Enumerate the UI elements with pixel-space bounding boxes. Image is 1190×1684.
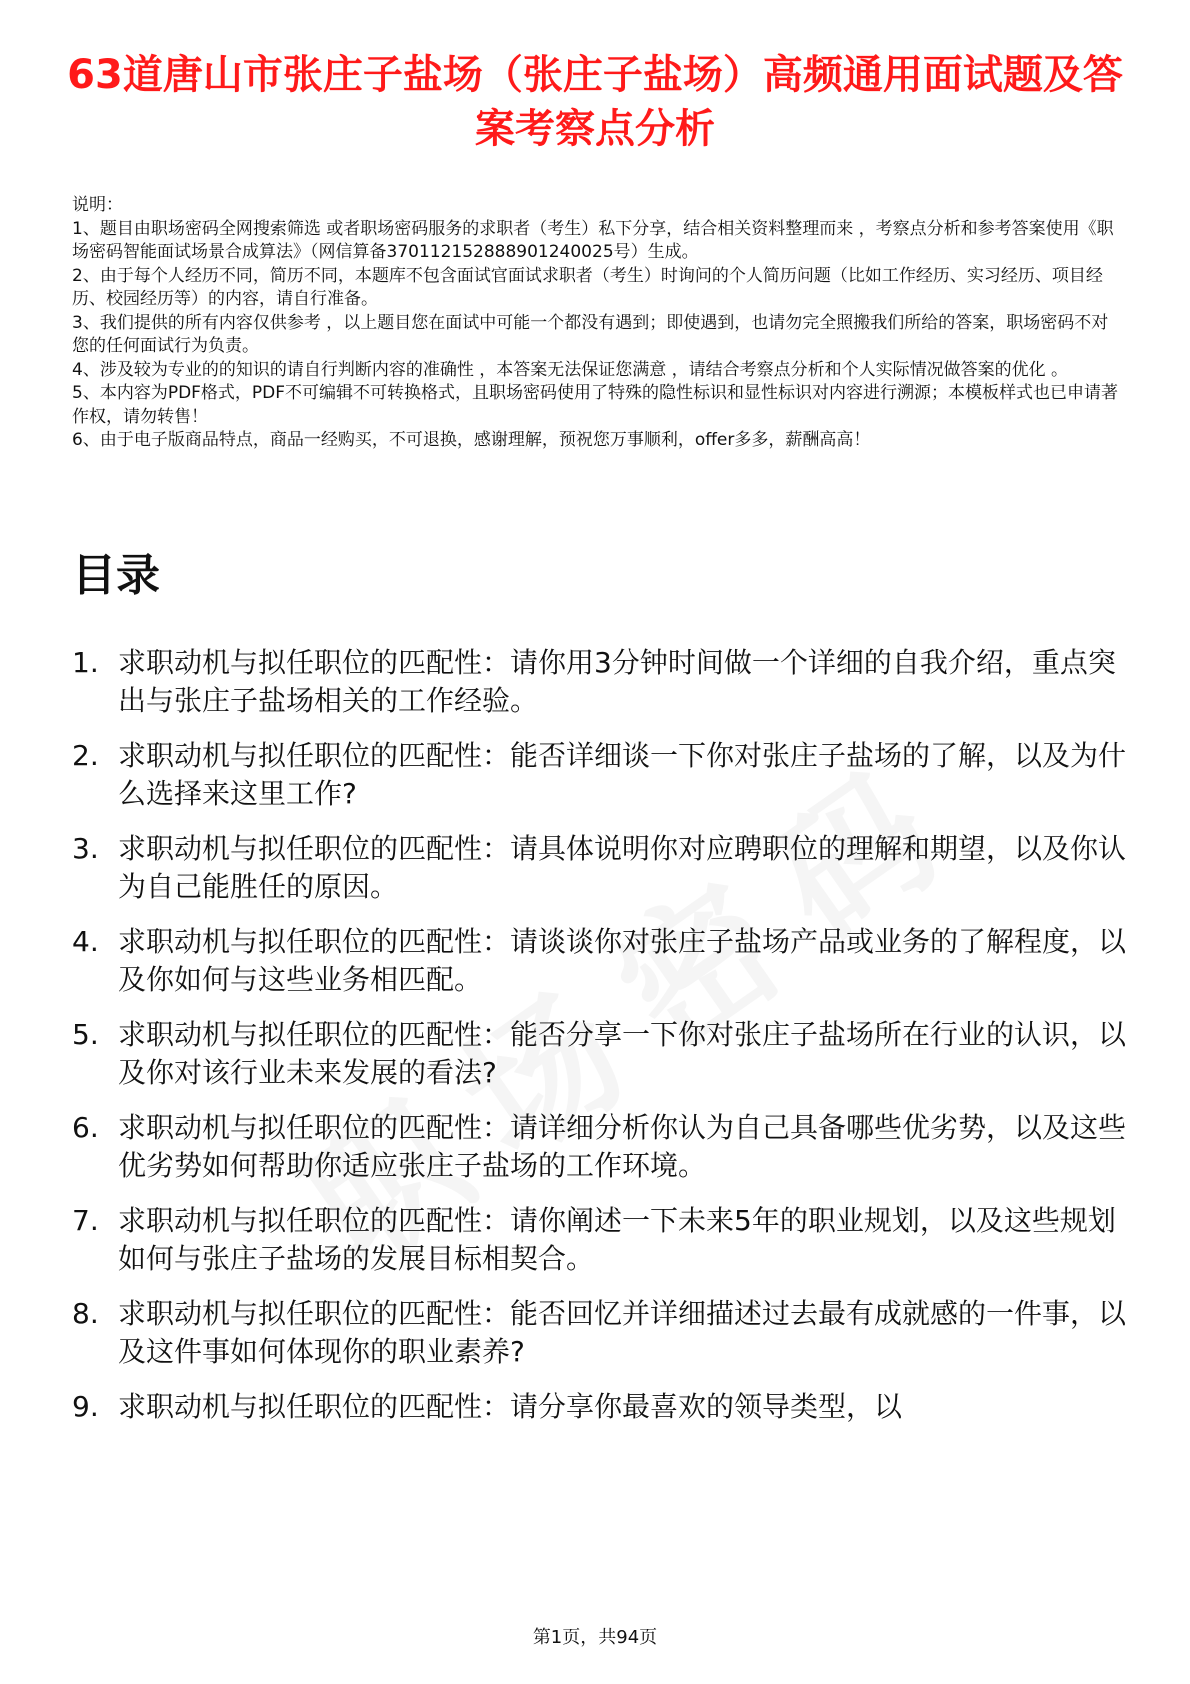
toc-item-number: 2. [72, 739, 99, 772]
toc-item[interactable] [72, 1109, 1132, 1185]
toc-item-text: 求职动机与拟任职位的匹配性：请详细分析你认为自己具备哪些优劣势，以及这些优劣势如何帮助你适应张庄子盐场的工作环境。 [118, 1111, 1127, 1182]
toc-item[interactable] [72, 1202, 1132, 1278]
toc-item-text: 求职动机与拟任职位的匹配性：能否回忆并详细描述过去最有成就感的一件事，以及这件事如何体现你的职业素养? [118, 1297, 1127, 1368]
toc-item-number: 3. [72, 832, 99, 865]
toc-item-number: 1. [72, 646, 99, 679]
toc-item-text: 求职动机与拟任职位的匹配性：请你阐述一下未来5年的职业规划，以及这些规划如何与张庄子盐场的发展目标相契合。 [118, 1204, 1116, 1275]
toc-item-text: 求职动机与拟任职位的匹配性：能否分享一下你对张庄子盐场所在行业的认识，以及你对该行业未来发展的看法? [118, 1018, 1127, 1089]
toc-item[interactable] [72, 1388, 1132, 1426]
toc-item-text: 求职动机与拟任职位的匹配性：请你用3分钟时间做一个详细的自我介绍，重点突出与张庄子盐场相关的工作经验。 [118, 646, 1116, 717]
toc-item-text: 求职动机与拟任职位的匹配性：能否详细谈一下你对张庄子盐场的了解，以及为什么选择来这里工作? [118, 739, 1127, 810]
toc-item[interactable] [72, 1016, 1132, 1092]
toc-item-text: 求职动机与拟任职位的匹配性：请具体说明你对应聘职位的理解和期望，以及你认为自己能胜任的原因。 [118, 832, 1127, 903]
toc-item-number: 5. [72, 1018, 99, 1051]
toc-item-text: 求职动机与拟任职位的匹配性：请谈谈你对张庄子盐场产品或业务的了解程度，以及你如何与这些业务相匹配。 [118, 925, 1127, 996]
toc-heading: 目录 [72, 550, 160, 601]
toc-item-text: 求职动机与拟任职位的匹配性：请分享你最喜欢的领导类型，以 [118, 1390, 903, 1423]
toc-item-number: 6. [72, 1111, 99, 1144]
toc-item[interactable] [72, 830, 1132, 906]
notes-section [72, 194, 1122, 453]
document-title: 63道唐山市张庄子盐场（张庄子盐场）高频通用面试题及答案考察点分析 [67, 52, 1123, 152]
toc-item[interactable] [72, 923, 1132, 999]
note-item: 6、由于电子版商品特点，商品一经购买，不可退换，感谢理解，预祝您万事顺利，offer多多，薪酬高高！ [72, 430, 871, 450]
note-item: 3、我们提供的所有内容仅供参考 ，以上题目您在面试中可能一个都没有遇到；即使遇到，也请勿完全照搬我们所给的答案，职场密码不对您的任何面试行为负责。 [72, 312, 1109, 356]
toc-item[interactable] [72, 644, 1132, 720]
note-item: 5、本内容为PDF格式，PDF不可编辑不可转换格式，且职场密码使用了特殊的隐性标识和显性标识对内容进行溯源；本模板样式也已申请著作权，请勿转售！ [72, 383, 1119, 427]
note-item: 2、由于每个人经历不同，简历不同，本题库不包含面试官面试求职者（考生）时询问的个人简历问题（比如工作经历、实习经历、项目经历、校园经历等）的内容，请自行准备。 [72, 265, 1103, 309]
toc-item[interactable] [72, 737, 1132, 813]
note-item: 1、题目由职场密码全网搜索筛选 或者职场密码服务的求职者（考生）私下分享，结合相关资料整理而来 ，考察点分析和参考答案使用《职场密码智能面试场景合成算法》（网信算备370112152888901240025号）生成。 [72, 218, 1114, 262]
note-item: 4、涉及较为专业的的知识的请自行判断内容的准确性 ，本答案无法保证您满意 ，请结合考察点分析和个人实际情况做答案的优化 。 [72, 359, 1069, 380]
page-footer: 第1页，共94页 [532, 1627, 658, 1648]
toc-item-number: 9. [72, 1390, 99, 1423]
toc-item[interactable] [72, 1295, 1132, 1371]
toc-item-number: 4. [72, 925, 99, 958]
notes-label: 说明： [72, 195, 123, 215]
toc-item-number: 8. [72, 1297, 99, 1330]
toc-list [72, 644, 1132, 1443]
toc-item-number: 7. [72, 1204, 99, 1237]
